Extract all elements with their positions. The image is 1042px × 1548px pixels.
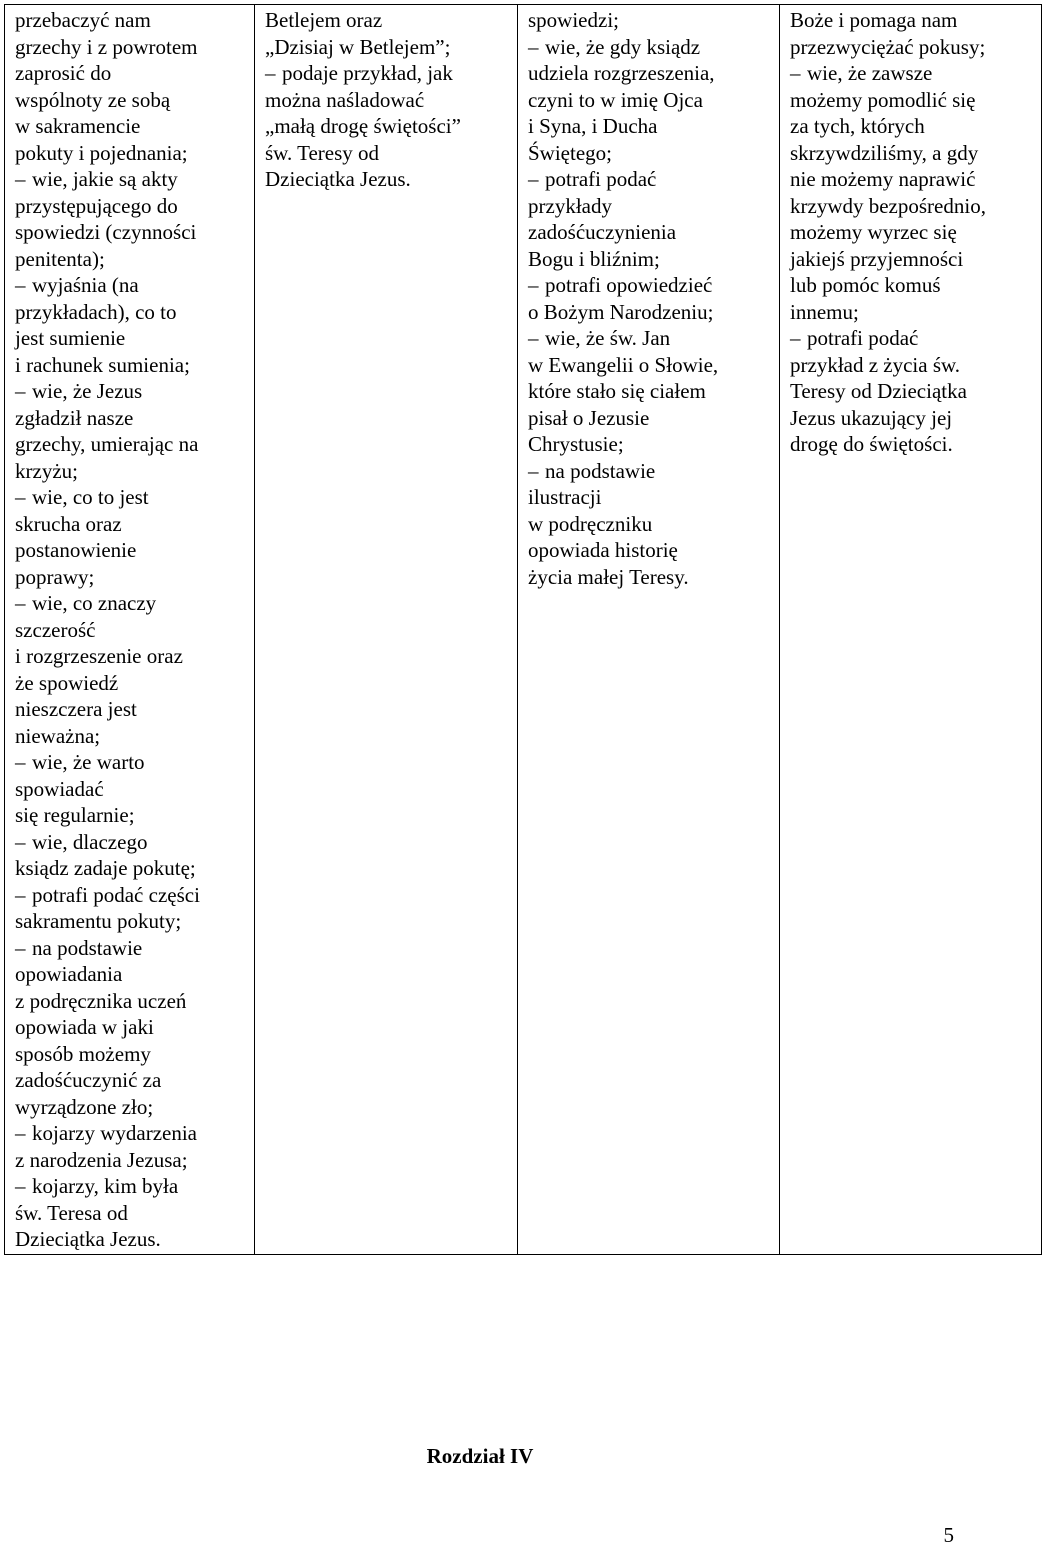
text-line: pisał o Jezusie	[528, 405, 650, 430]
text-line: opowiada w jaki	[15, 1015, 154, 1039]
dash-bullet: –	[790, 326, 801, 350]
text-line: przezwyciężać pokusy;	[790, 34, 986, 59]
text-line: – potrafi podać	[790, 326, 919, 350]
text-line: – wie, że gdy ksiądz	[528, 34, 701, 59]
table-row	[5, 5, 1042, 1255]
text-line: wyrządzone zło;	[15, 1094, 154, 1119]
dash-bullet: –	[15, 1121, 26, 1145]
text-line: Jezus ukazujący jej	[790, 405, 953, 430]
text-line: Bogu i bliźnim;	[528, 246, 660, 271]
text-line: grzechy i z powrotem	[15, 34, 198, 59]
text-line: skrucha oraz	[15, 511, 122, 536]
text-line: Boże i pomaga nam	[790, 8, 958, 32]
text-line: przebaczyć nam	[15, 8, 151, 32]
text-line: – wie, że Jezus	[15, 379, 143, 403]
text-line: – wyjaśnia (na	[15, 273, 139, 297]
text-line: przykład z życia św.	[790, 352, 961, 377]
text-line: grzechy, umierając na	[15, 432, 199, 456]
text-line: – kojarzy wydarzenia	[15, 1121, 197, 1145]
text-line: – wie, że św. Jan	[528, 326, 671, 350]
dash-bullet: –	[15, 591, 26, 615]
dash-bullet: –	[790, 61, 801, 85]
text-line: Teresy od Dzieciątka	[790, 379, 967, 403]
dash-bullet: –	[15, 935, 26, 960]
text-line: – podaje przykład, jak	[265, 61, 453, 85]
table-cell-col4	[780, 5, 1042, 1255]
text-line: i Syna, i Ducha	[528, 114, 658, 138]
text-line: opowiada historię	[528, 538, 678, 562]
text-line: – kojarzy, kim była	[15, 1174, 179, 1198]
text-line: Chrystusie;	[528, 432, 624, 456]
text-line: – na podstawie	[528, 458, 656, 483]
text-line: – wie, dlaczego	[15, 829, 148, 854]
text-line: sposób możemy	[15, 1041, 151, 1066]
dash-bullet: –	[528, 167, 539, 191]
text-line: Świętego;	[528, 140, 612, 165]
text-line: udziela rozgrzeszenia,	[528, 61, 715, 85]
dash-bullet: –	[15, 1174, 26, 1198]
text-line: skrzywdziliśmy, a gdy	[790, 140, 979, 165]
text-line: św. Teresa od	[15, 1200, 128, 1225]
text-line: innemu;	[790, 299, 859, 324]
text-line: i rachunek sumienia;	[15, 352, 190, 377]
text-line: możemy wyrzec się	[790, 220, 957, 244]
text-line: – na podstawie	[15, 935, 143, 960]
dash-bullet: –	[15, 273, 26, 297]
text-line: z podręcznika uczeń	[15, 988, 187, 1013]
text-line: – wie, że warto	[15, 750, 145, 774]
text-line: św. Teresy od	[265, 140, 380, 165]
text-line: i rozgrzeszenie oraz	[15, 644, 183, 668]
text-line: penitenta);	[15, 246, 105, 271]
text-line: opowiadania	[15, 962, 123, 986]
text-line: – potrafi podać części	[15, 882, 200, 907]
text-line: zgładził nasze	[15, 405, 134, 430]
text-line: nieszczera jest	[15, 697, 137, 721]
text-line: ilustracji	[528, 485, 602, 509]
dash-bullet: –	[528, 273, 539, 297]
text-line: drogę do świętości.	[790, 432, 953, 456]
dash-bullet: –	[15, 750, 26, 774]
text-line: z narodzenia Jezusa;	[15, 1147, 188, 1172]
text-line: można naśladować	[265, 87, 425, 112]
text-line: – wie, co to jest	[15, 485, 149, 509]
text-line: w podręczniku	[528, 511, 653, 536]
text-line: przykładach), co to	[15, 299, 177, 324]
text-line: w Ewangelii o Słowie,	[528, 352, 719, 377]
page-number: 5	[943, 1523, 954, 1547]
text-line: jakiejś przyjemności	[790, 246, 964, 271]
text-line: życia małej Teresy.	[528, 564, 689, 589]
text-line: możemy pomodlić się	[790, 87, 976, 112]
dash-bullet: –	[15, 829, 26, 854]
text-line: Dzieciątka Jezus.	[15, 1227, 161, 1251]
dash-bullet: –	[15, 379, 26, 403]
text-line: nieważna;	[15, 723, 101, 748]
text-line: spowiedzi;	[528, 8, 619, 32]
table-cell-col1	[5, 5, 255, 1255]
text-line: zadośćuczynienia	[528, 220, 677, 244]
dash-bullet: –	[15, 485, 26, 509]
text-line: spowiedzi (czynności	[15, 220, 197, 244]
curriculum-table	[4, 4, 1042, 1255]
text-line: Betlejem oraz	[265, 8, 383, 32]
text-line: „małą drogę świętości”	[265, 114, 461, 138]
text-line: czyni to w imię Ojca	[528, 87, 703, 112]
text-line: – wie, że zawsze	[790, 61, 933, 85]
text-line: w sakramencie	[15, 114, 141, 138]
text-line: – potrafi podać	[528, 167, 657, 191]
text-line: nie możemy naprawić	[790, 167, 976, 191]
table-cell-col2	[255, 5, 518, 1255]
dash-bullet: –	[265, 61, 276, 85]
text-line: poprawy;	[15, 564, 95, 589]
table-cell-col3	[518, 5, 780, 1255]
dash-bullet: –	[528, 326, 539, 350]
text-line: się regularnie;	[15, 803, 135, 827]
text-line: przykłady	[528, 193, 612, 218]
text-line: za tych, których	[790, 114, 925, 138]
text-line: – potrafi opowiedzieć	[528, 273, 713, 297]
text-line: lub pomóc komuś	[790, 273, 941, 297]
text-line: szczerość	[15, 617, 96, 642]
text-line: przystępującego do	[15, 193, 178, 218]
text-line: zaprosić do	[15, 61, 112, 85]
dash-bullet: –	[15, 167, 26, 191]
text-line: zadośćuczynić za	[15, 1068, 162, 1092]
text-line: wspólnoty ze sobą	[15, 87, 171, 112]
text-line: – wie, jakie są akty	[15, 167, 178, 191]
text-line: „Dzisiaj w Betlejem”;	[265, 34, 451, 59]
text-line: jest sumienie	[15, 326, 126, 350]
text-line: spowiadać	[15, 776, 104, 801]
text-line: pokuty i pojednania;	[15, 140, 188, 165]
text-line: krzyżu;	[15, 458, 78, 483]
text-line: Dzieciątka Jezus.	[265, 167, 411, 191]
text-line: krzywdy bezpośrednio,	[790, 193, 986, 218]
text-line: o Bożym Narodzeniu;	[528, 299, 714, 324]
text-line: postanowienie	[15, 538, 137, 562]
text-line: ksiądz zadaje pokutę;	[15, 856, 196, 880]
dash-bullet: –	[528, 458, 539, 483]
dash-bullet: –	[15, 882, 26, 907]
text-line: że spowiedź	[15, 670, 119, 695]
chapter-heading: Rozdział IV	[426, 1444, 534, 1468]
text-line: które stało się ciałem	[528, 379, 706, 403]
text-line: – wie, co znaczy	[15, 591, 157, 615]
text-line: sakramentu pokuty;	[15, 909, 182, 933]
dash-bullet: –	[528, 34, 539, 59]
